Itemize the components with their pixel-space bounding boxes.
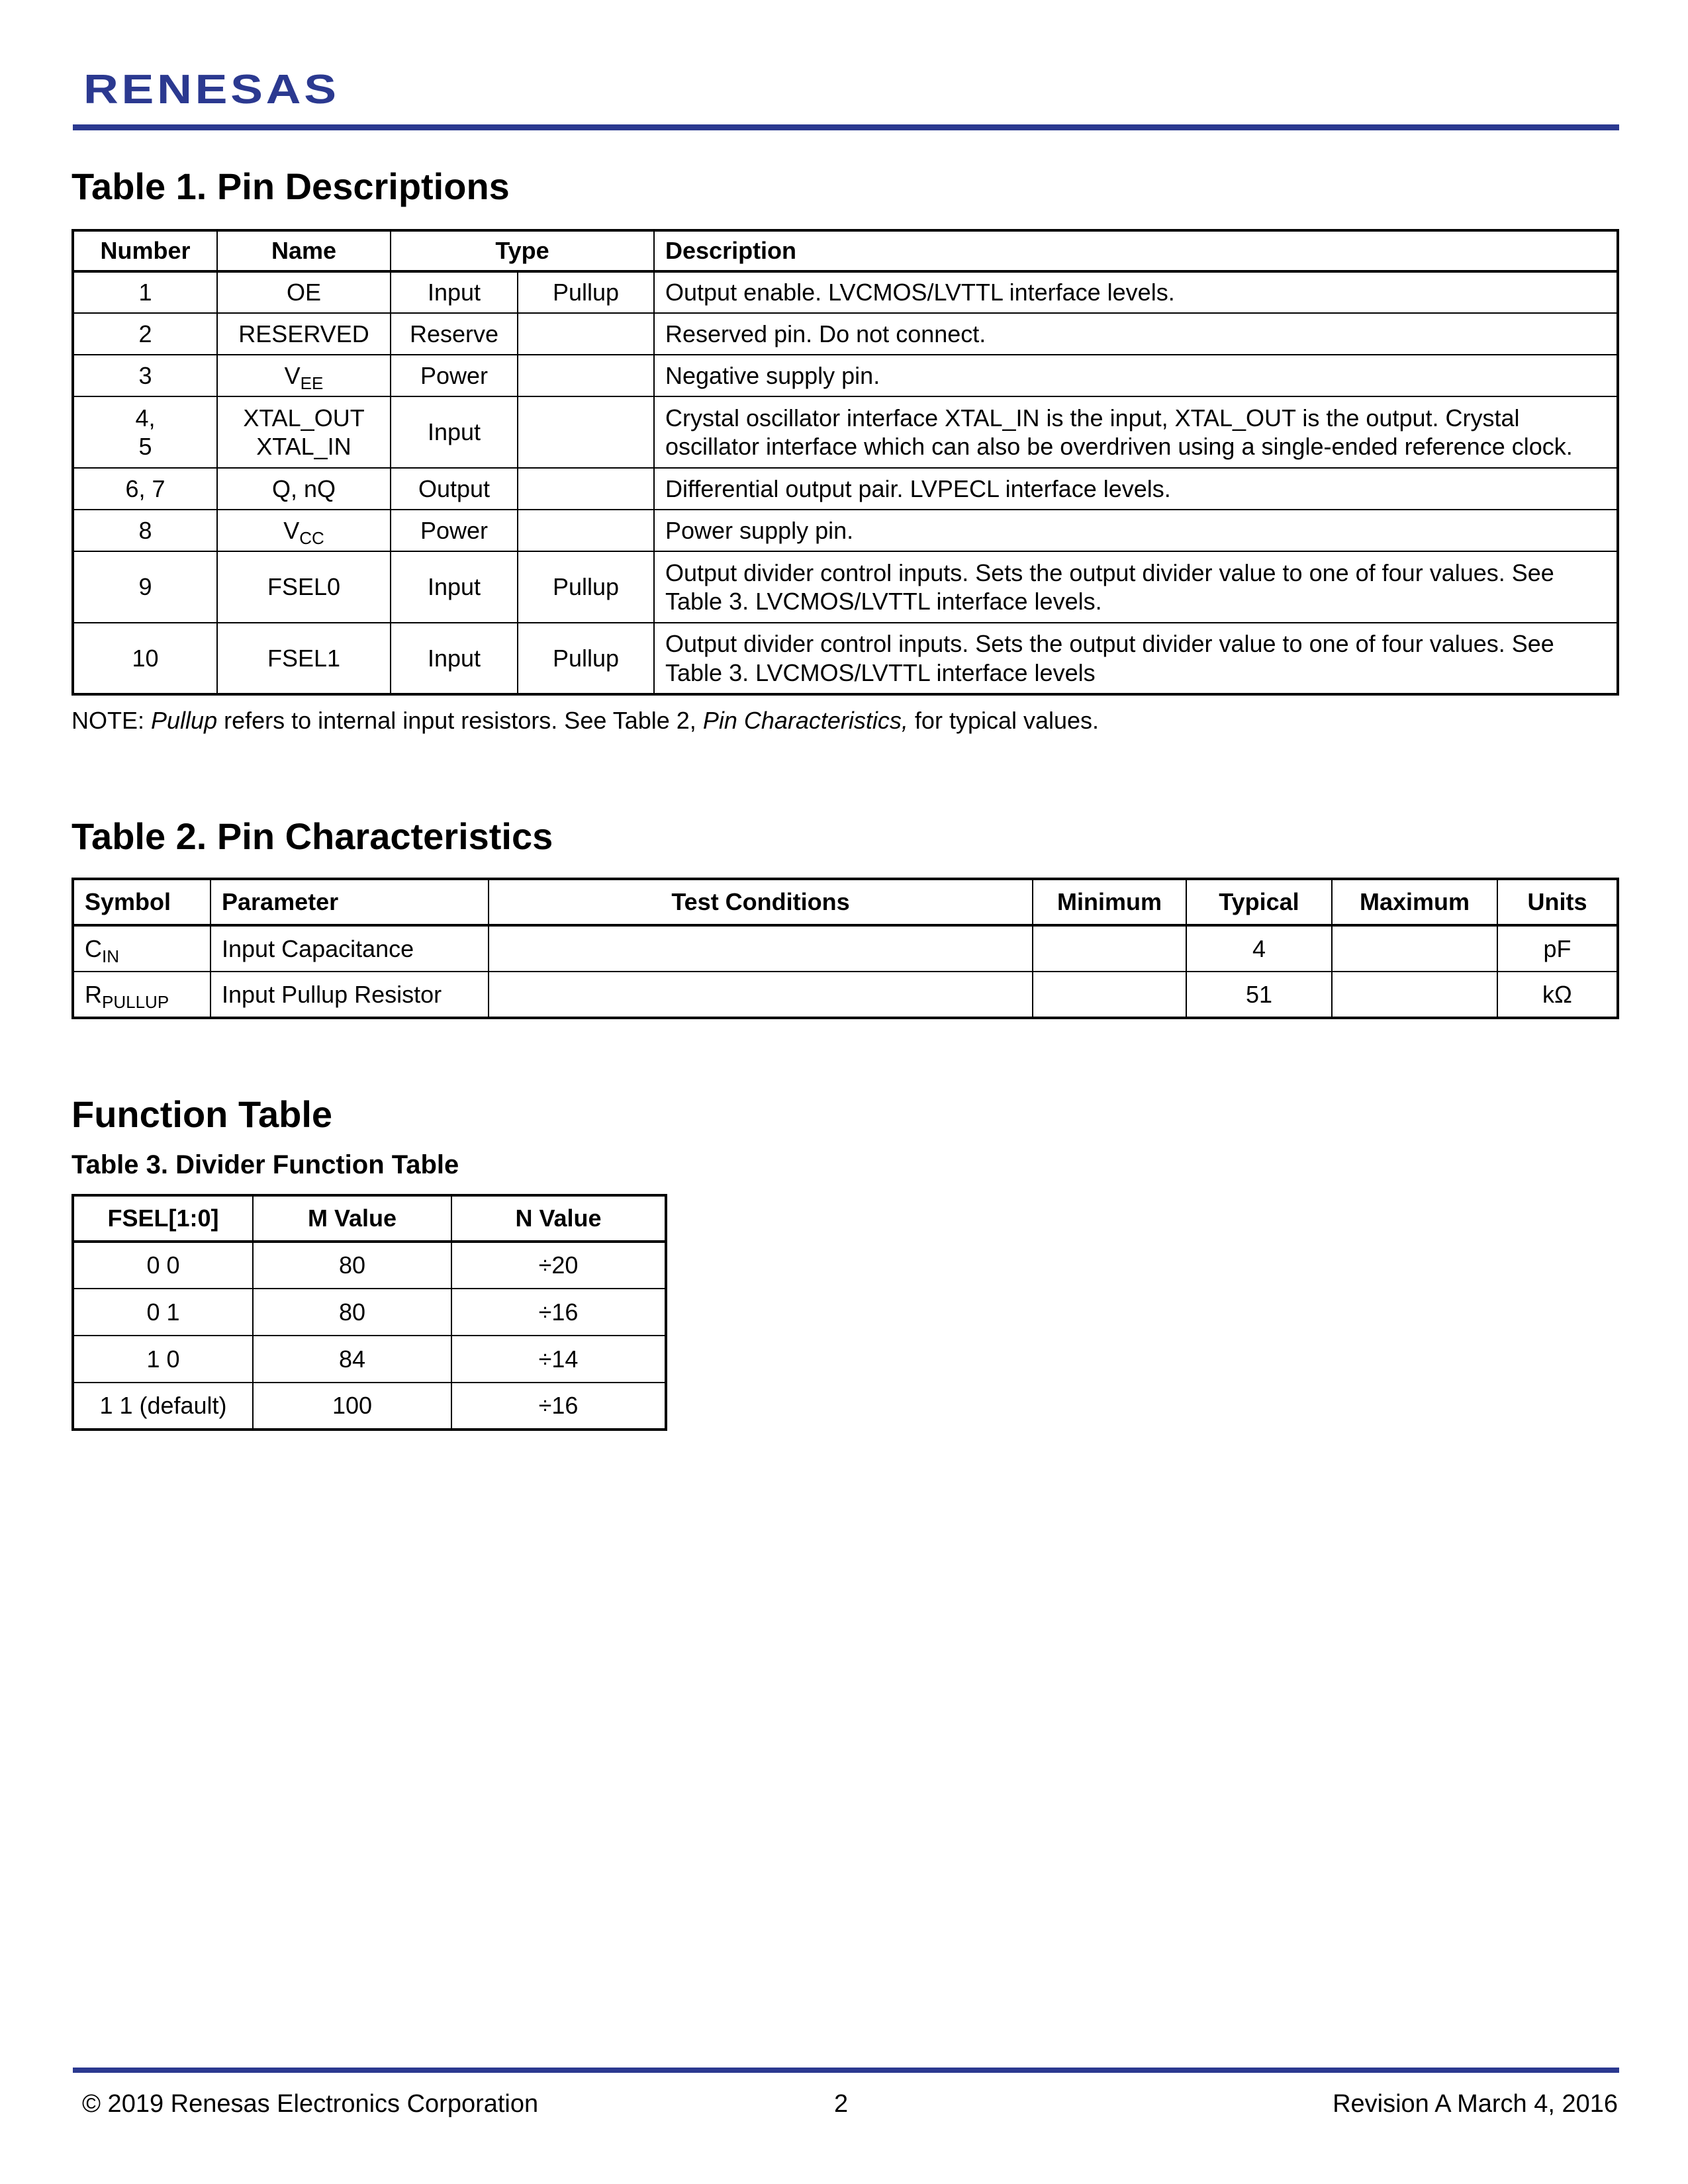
pin-number: 10 xyxy=(73,623,217,694)
pin-name xyxy=(217,510,391,551)
pin-type: Power xyxy=(391,510,518,551)
pin-number-line: 4, xyxy=(135,404,156,432)
n-value-cell: ÷20 xyxy=(451,1242,666,1289)
table-row xyxy=(73,972,1618,1018)
header-m-value: M Value xyxy=(253,1195,451,1242)
description-line: oscillator interface which can also be overdriven using a single-ended reference clock. xyxy=(665,433,1573,460)
pin-subtype xyxy=(518,355,654,396)
m-value-cell: 80 xyxy=(253,1289,451,1336)
header-fsel: FSEL[1:0] xyxy=(73,1195,253,1242)
pin-number: 6, 7 xyxy=(73,468,217,510)
pin-description xyxy=(654,551,1618,623)
header-units: Units xyxy=(1497,879,1618,925)
table-row xyxy=(73,468,1618,510)
table-row xyxy=(73,551,1618,623)
maximum-cell xyxy=(1332,925,1497,972)
pin-subtype xyxy=(518,396,654,468)
pin-number: 3 xyxy=(73,355,217,396)
table-row xyxy=(73,1242,666,1289)
table-row xyxy=(73,510,1618,551)
pin-description xyxy=(654,623,1618,694)
pin-subtype xyxy=(518,468,654,510)
pin-description: Reserved pin. Do not connect. xyxy=(654,313,1618,355)
pin-description: Differential output pair. LVPECL interface levels. xyxy=(654,468,1618,510)
pin-name xyxy=(217,355,391,396)
minimum-cell xyxy=(1033,925,1186,972)
pin-name: FSEL1 xyxy=(217,623,391,694)
footer-page-number: 2 xyxy=(834,2090,849,2118)
pin-subtype: Pullup xyxy=(518,271,654,313)
header-maximum: Maximum xyxy=(1332,879,1497,925)
typical-cell: 4 xyxy=(1186,925,1332,972)
note-prefix: NOTE: xyxy=(71,707,152,734)
parameter-cell: Input Capacitance xyxy=(211,925,489,972)
maximum-cell xyxy=(1332,972,1497,1018)
pin-subtype xyxy=(518,313,654,355)
pin-number: 8 xyxy=(73,510,217,551)
pin-name: FSEL0 xyxy=(217,551,391,623)
pin-subtype: Pullup xyxy=(518,623,654,694)
pin-name: Q, nQ xyxy=(217,468,391,510)
symbol-subscript: PULLUP xyxy=(102,991,169,1012)
fsel-cell: 0 0 xyxy=(73,1242,253,1289)
note-text: refers to internal input resistors. See Table 2, xyxy=(217,707,703,734)
table-row xyxy=(73,396,1618,468)
description-line: Table 3. LVCMOS/LVTTL interface levels. xyxy=(665,588,1102,615)
table-row xyxy=(73,1336,666,1383)
pin-characteristics-table xyxy=(71,878,1619,1019)
pin-name-line: XTAL_OUT xyxy=(243,404,365,432)
pin-number xyxy=(73,396,217,468)
pin-description: Negative supply pin. xyxy=(654,355,1618,396)
header-parameter: Parameter xyxy=(211,879,489,925)
m-value-cell: 84 xyxy=(253,1336,451,1383)
units-cell: pF xyxy=(1497,925,1618,972)
fsel-cell: 1 0 xyxy=(73,1336,253,1383)
header-number: Number xyxy=(73,230,217,271)
pin-number: 1 xyxy=(73,271,217,313)
footer-copyright: © 2019 Renesas Electronics Corporation xyxy=(82,2090,539,2118)
header-n-value: N Value xyxy=(451,1195,666,1242)
table-header-row xyxy=(73,230,1618,271)
n-value-cell: ÷14 xyxy=(451,1336,666,1383)
pin-name-subscript: EE xyxy=(300,373,324,393)
pin-name: RESERVED xyxy=(217,313,391,355)
typical-cell: 51 xyxy=(1186,972,1332,1018)
pin-description: Output enable. LVCMOS/LVTTL interface levels. xyxy=(654,271,1618,313)
pin-name-subscript: CC xyxy=(299,527,324,548)
pin-type: Output xyxy=(391,468,518,510)
table-row xyxy=(73,313,1618,355)
pin-subtype: Pullup xyxy=(518,551,654,623)
pin-type: Input xyxy=(391,271,518,313)
pin-type: Reserve xyxy=(391,313,518,355)
note-emphasis: Pullup xyxy=(151,707,218,734)
pin-type: Input xyxy=(391,623,518,694)
header-type: Type xyxy=(391,230,654,271)
minimum-cell xyxy=(1033,972,1186,1018)
footer-revision: Revision A March 4, 2016 xyxy=(1333,2090,1618,2118)
table-row xyxy=(73,925,1618,972)
m-value-cell: 80 xyxy=(253,1242,451,1289)
test-conditions-cell xyxy=(489,925,1033,972)
pin-number-line: 5 xyxy=(138,433,152,460)
note-emphasis: Pin Characteristics, xyxy=(702,707,908,734)
table-row xyxy=(73,623,1618,694)
fsel-cell: 1 1 (default) xyxy=(73,1383,253,1430)
symbol-cell xyxy=(73,925,211,972)
pin-subtype xyxy=(518,510,654,551)
pin-type: Power xyxy=(391,355,518,396)
symbol-subscript: IN xyxy=(102,946,119,966)
function-table-title: Function Table xyxy=(71,1093,333,1135)
pin-name: OE xyxy=(217,271,391,313)
symbol-cell xyxy=(73,972,211,1018)
renesas-logo: RENESAS xyxy=(83,67,340,113)
divider-function-table xyxy=(71,1194,667,1431)
pin-number: 9 xyxy=(73,551,217,623)
table1-note xyxy=(71,707,1099,735)
description-line: Output divider control inputs. Sets the output divider value to one of four values. See xyxy=(665,630,1554,658)
description-line: Crystal oscillator interface XTAL_IN is the input, XTAL_OUT is the output. Crystal xyxy=(665,404,1520,432)
header-symbol: Symbol xyxy=(73,879,211,925)
table-row xyxy=(73,1383,666,1430)
m-value-cell: 100 xyxy=(253,1383,451,1430)
pin-name xyxy=(217,396,391,468)
units-cell: kΩ xyxy=(1497,972,1618,1018)
table-header-row xyxy=(73,879,1618,925)
fsel-cell: 0 1 xyxy=(73,1289,253,1336)
table-row xyxy=(73,355,1618,396)
header-rule xyxy=(73,124,1619,130)
n-value-cell: ÷16 xyxy=(451,1289,666,1336)
pin-description: Power supply pin. xyxy=(654,510,1618,551)
table-header-row xyxy=(73,1195,666,1242)
pin-name-line: XTAL_IN xyxy=(256,433,352,460)
note-text: for typical values. xyxy=(908,707,1100,734)
description-line: Table 3. LVCMOS/LVTTL interface levels xyxy=(665,659,1096,686)
pin-type: Input xyxy=(391,396,518,468)
pin-name-main: V xyxy=(283,516,300,544)
table-row xyxy=(73,271,1618,313)
table2-title: Table 2. Pin Characteristics xyxy=(71,815,553,857)
pin-description xyxy=(654,396,1618,468)
header-test-conditions: Test Conditions xyxy=(489,879,1033,925)
pin-descriptions-table xyxy=(71,229,1619,696)
pin-number: 2 xyxy=(73,313,217,355)
n-value-cell: ÷16 xyxy=(451,1383,666,1430)
parameter-cell: Input Pullup Resistor xyxy=(211,972,489,1018)
symbol-main: C xyxy=(85,934,102,962)
description-line: Output divider control inputs. Sets the output divider value to one of four values. See xyxy=(665,559,1554,586)
table3-caption: Table 3. Divider Function Table xyxy=(71,1150,459,1179)
table1-title: Table 1. Pin Descriptions xyxy=(71,165,510,207)
header-minimum: Minimum xyxy=(1033,879,1186,925)
pin-type: Input xyxy=(391,551,518,623)
header-name: Name xyxy=(217,230,391,271)
table-row xyxy=(73,1289,666,1336)
symbol-main: R xyxy=(85,980,102,1008)
test-conditions-cell xyxy=(489,972,1033,1018)
header-description: Description xyxy=(654,230,1618,271)
footer-rule xyxy=(73,2068,1619,2073)
pin-name-main: V xyxy=(284,361,301,389)
header-typical: Typical xyxy=(1186,879,1332,925)
